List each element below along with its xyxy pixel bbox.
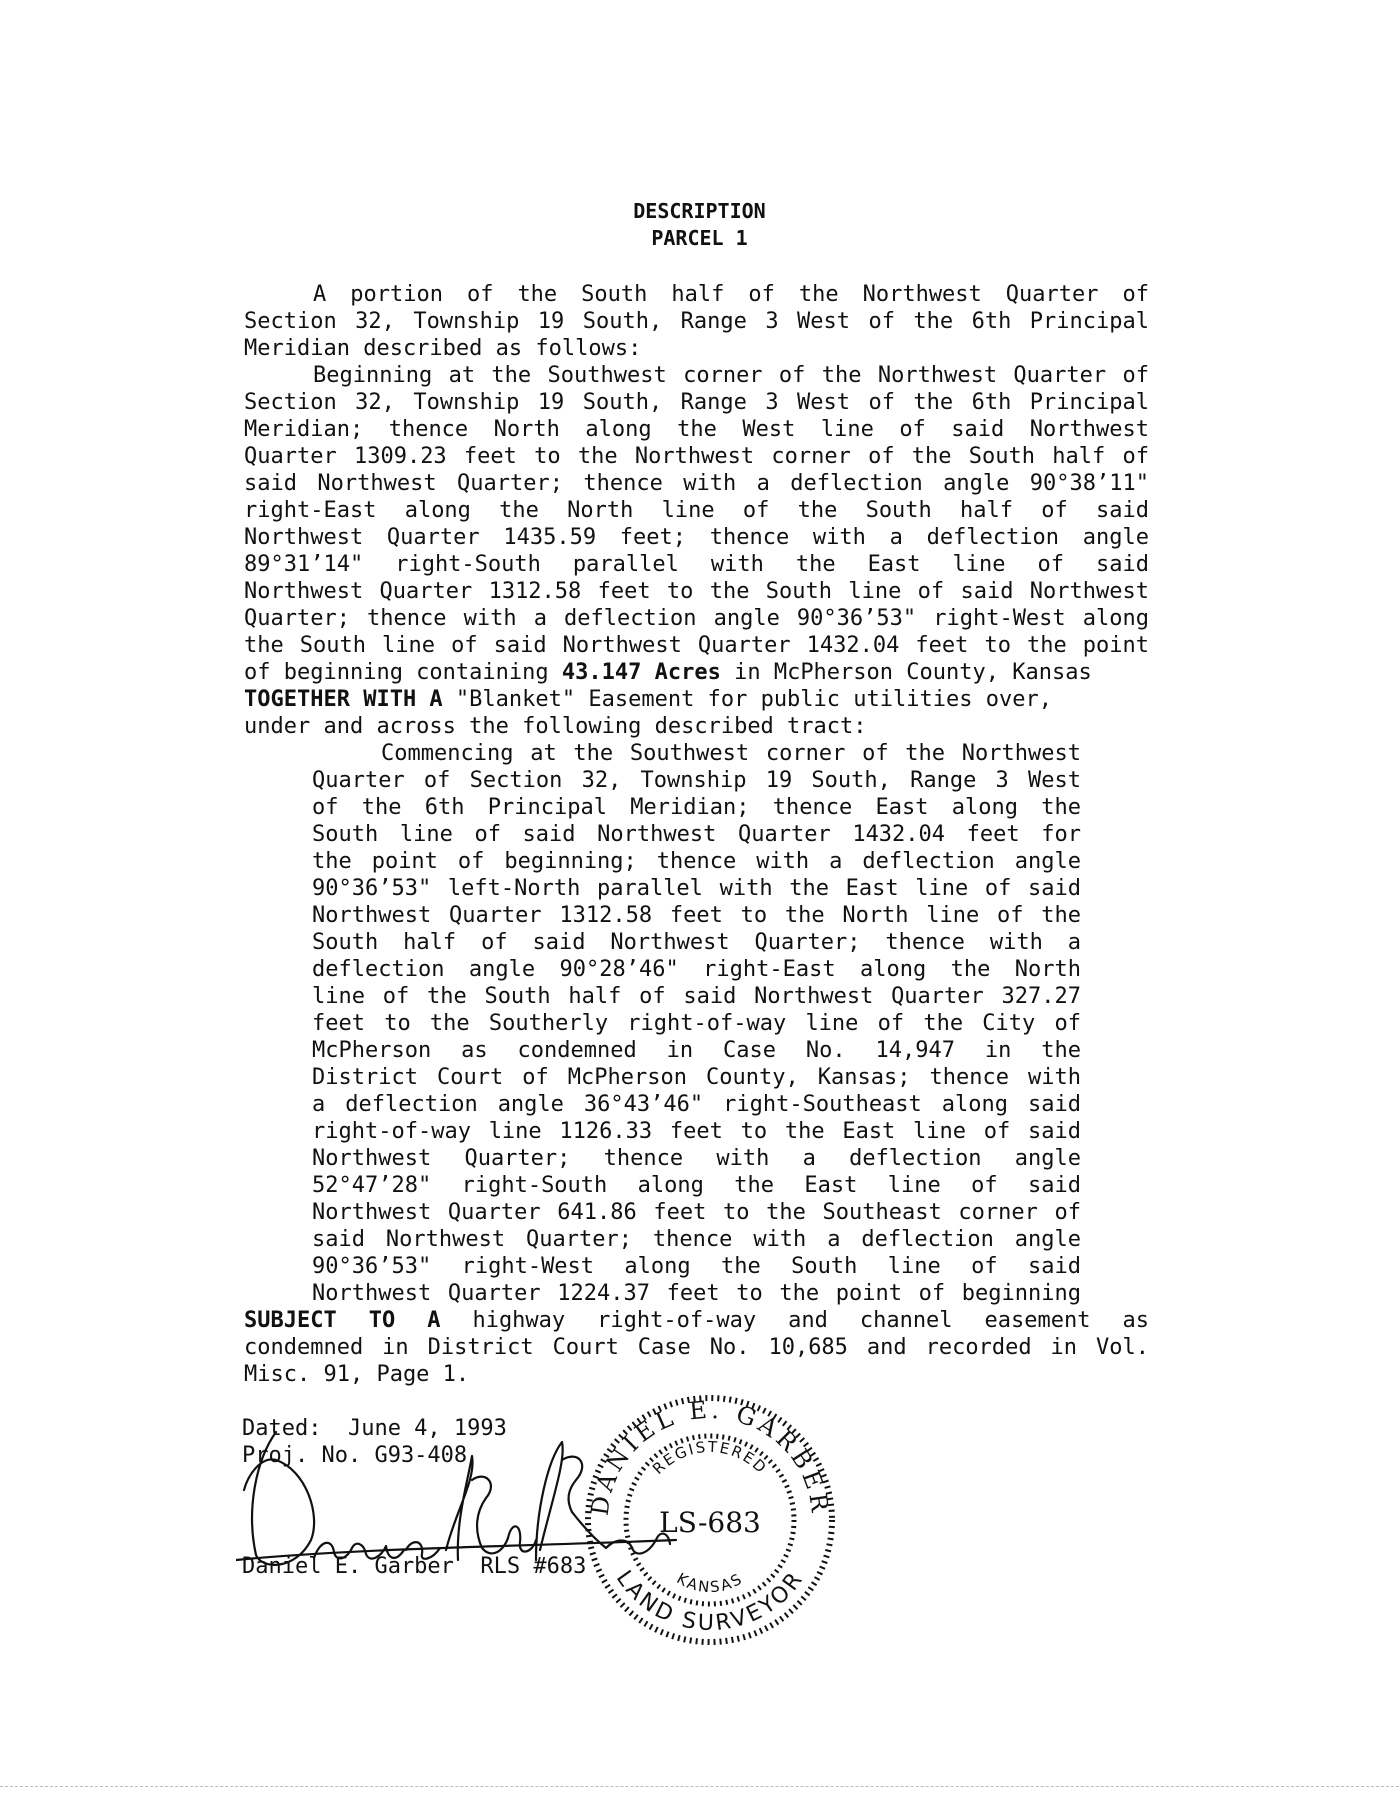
para3-line: South half of said Northwest Quarter; thence with a xyxy=(312,930,1081,955)
para3-line: feet to the Southerly right-of-way line of the City of xyxy=(312,1011,1081,1036)
para1-line: Meridian described as follows: xyxy=(244,336,642,361)
svg-text:KANSAS xyxy=(674,1569,747,1596)
para3-line: 90°36’53" right-West along the South line of said xyxy=(312,1254,1081,1279)
seal-registered: REGISTERED xyxy=(648,1437,771,1478)
para3-line: Northwest Quarter 1224.37 feet to the point of beginning xyxy=(312,1281,1081,1306)
acres-line-post: in McPherson County, Kansas xyxy=(720,660,1092,685)
para2-line: Beginning at the Southwest corner of the Northwest Quarter of xyxy=(313,363,1149,388)
para2-line: the South line of said Northwest Quarter 1432.04 feet to the point xyxy=(244,633,1149,658)
para2-line: Meridian; thence North along the West line of said Northwest xyxy=(244,417,1149,442)
document-heading xyxy=(0,198,1399,252)
para3-line: line of the South half of said Northwest Quarter 327.27 xyxy=(312,984,1081,1009)
document-title: DESCRIPTION xyxy=(633,199,766,223)
svg-text:DANIEL E. GARBER xyxy=(586,1396,835,1518)
together-with-text: "Blanket" Easement for public utilities over, xyxy=(442,687,1052,712)
seal-name: DANIEL E. GARBER xyxy=(585,1395,835,1518)
para1-line: A portion of the South half of the Northwest Quarter of xyxy=(313,282,1149,307)
svg-text:LAND SURVEYOR xyxy=(611,1566,809,1636)
signer-name: Daniel E. Garber RLS #683 xyxy=(242,1554,587,1579)
para2-line: Northwest Quarter 1435.59 feet; thence with a deflection angle xyxy=(244,525,1149,550)
subject-to-label: SUBJECT TO A xyxy=(244,1308,441,1333)
together-with-label: TOGETHER WITH A xyxy=(244,687,443,712)
seal-title: LAND SURVEYOR xyxy=(610,1566,810,1637)
para3-line: a deflection angle 36°43’46" right-Southeast along said xyxy=(312,1092,1081,1117)
para3-line: said Northwest Quarter; thence with a deflection angle xyxy=(312,1227,1081,1252)
para2-line: Quarter 1309.23 feet to the Northwest corner of the South half of xyxy=(244,444,1149,469)
para3-line: McPherson as condemned in Case No. 14,947 in the xyxy=(312,1038,1081,1063)
subject-to-text: highway right-of-way and channel easement as xyxy=(440,1308,1149,1333)
para3-line: 52°47’28" right-South along the East line of said xyxy=(312,1173,1081,1198)
acres-line-pre: of beginning containing xyxy=(244,660,562,685)
seal-state: KANSAS xyxy=(673,1569,747,1597)
para4-line: Misc. 91, Page 1. xyxy=(244,1362,470,1387)
bottom-edge-rule xyxy=(0,1786,1399,1787)
para3-line: right-of-way line 1126.33 feet to the East line of said xyxy=(312,1119,1081,1144)
para3-line: District Court of McPherson County, Kansas; thence with xyxy=(312,1065,1081,1090)
para4-line: condemned in District Court Case No. 10,685 and recorded in Vol. xyxy=(244,1335,1149,1360)
para3-line: Quarter of Section 32, Township 19 South, Range 3 West xyxy=(312,768,1081,793)
para2-line: Section 32, Township 19 South, Range 3 West of the 6th Principal xyxy=(244,390,1149,415)
para2-line: 89°31’14" right-South parallel with the East line of said xyxy=(244,552,1149,577)
para3-line: 90°36’53" left-North parallel with the East line of said xyxy=(312,876,1081,901)
para3-line: deflection angle 90°28’46" right-East along the North xyxy=(312,957,1081,982)
para2-line: right-East along the North line of the South half of said xyxy=(244,498,1149,523)
acreage-value: 43.147 Acres xyxy=(561,660,721,685)
together-with-line xyxy=(244,686,1052,713)
para2-line: Quarter; thence with a deflection angle 90°36’53" right-West along xyxy=(244,606,1149,631)
para3-line: Northwest Quarter 641.86 feet to the Southeast corner of xyxy=(312,1200,1081,1225)
para3-line: Northwest Quarter 1312.58 feet to the North line of the xyxy=(312,903,1081,928)
para3-line: of the 6th Principal Meridian; thence East along the xyxy=(312,795,1081,820)
para3-line: Commencing at the Southwest corner of the Northwest xyxy=(381,741,1081,766)
para1-line: Section 32, Township 19 South, Range 3 West of the 6th Principal xyxy=(244,309,1149,334)
seal-license: LS-683 xyxy=(659,1506,761,1539)
dated-line: Dated: June 4, 1993 xyxy=(242,1416,507,1441)
surveyor-seal xyxy=(580,1390,840,1650)
parcel-label: PARCEL 1 xyxy=(651,226,748,250)
para3-line: Northwest Quarter; thence with a deflection angle xyxy=(312,1146,1081,1171)
para3-line: the point of beginning; thence with a deflection angle xyxy=(312,849,1081,874)
para2-line: Northwest Quarter 1312.58 feet to the South line of said Northwest xyxy=(244,579,1149,604)
acres-line xyxy=(244,659,1092,686)
para2-line: said Northwest Quarter; thence with a deflection angle 90°38’11" xyxy=(244,471,1149,496)
svg-text:REGISTERED xyxy=(649,1438,771,1478)
project-number-line: Proj. No. G93-408 xyxy=(242,1443,468,1468)
subject-to-line xyxy=(244,1307,1149,1334)
together-with-line-2: under and across the following described tract: xyxy=(244,714,867,739)
para3-line: South line of said Northwest Quarter 1432.04 feet for xyxy=(312,822,1081,847)
